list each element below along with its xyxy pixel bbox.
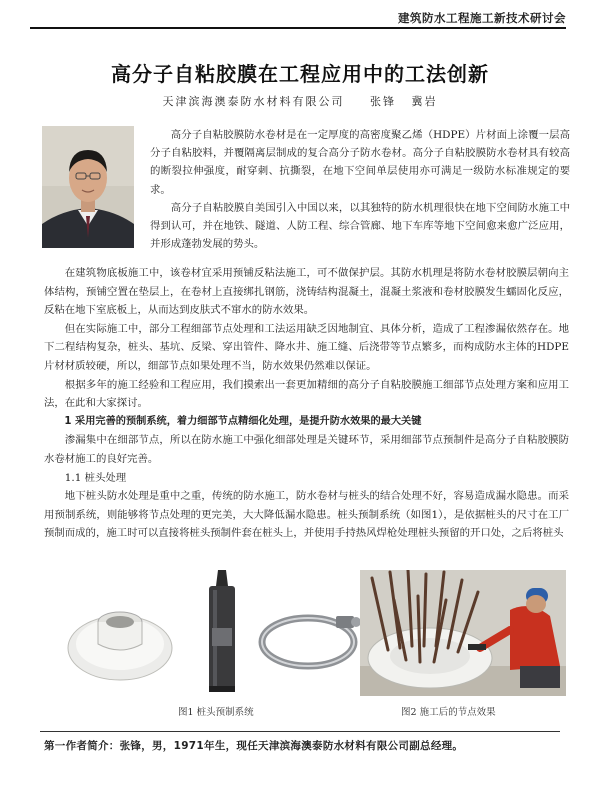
author-1: 张锋 [370, 95, 396, 108]
byline [0, 93, 600, 109]
footnote-rule [40, 731, 560, 732]
section-1-1-text: 地下桩头防水处理是重中之重，传统的防水施工，防水卷材与桩头的结合处理不好，容易造成漏水隐患。而采用预制系统，则能够将节点处理的更完美，大大降低漏水隐患。桩头预制系统（如图1），是依据桩头的尺寸在工厂预制而成的，施工时可以直接将桩头预制件套在桩头上，并使用手持热风焊枪处理桩头预留的开口处，之后将桩头 [44, 490, 569, 540]
author-2: 冀岩 [411, 95, 438, 108]
figure-1-caption: 图1 桩头预制系统 [178, 707, 254, 718]
header-rule [30, 27, 566, 29]
author-photo [42, 126, 134, 248]
sealant-tube-image [204, 568, 240, 700]
section-1-1-heading: 1.1 桩头处理 [64, 471, 127, 484]
running-header [30, 10, 566, 28]
construction-site-photo [360, 570, 566, 700]
intro-paragraph: 高分子自粘胶膜自美国引入中国以来，以其独特的防水机理很快在地下空间防水施工中得到认可，并在地铁、隧道、人防工程、综合管廊、地下车库等地下空间愈来愈广泛应用，并形成蓬勃发展的势头。 [150, 201, 570, 251]
figure-row [44, 568, 564, 698]
author-footnote: 第一作者简介：张锋，男，1971年生，现任天津滨海澳泰防水材料有限公司副总经理。 [44, 740, 464, 752]
figure-2-caption: 图2 施工后的节点效果 [401, 707, 496, 718]
body-paragraph: 但在实际施工中，部分工程细部节点处理和工法运用缺乏因地制宜、具体分析，造成了工程渗漏依然存在。地下二程结构复杂，桩头、基坑、反梁、穿出管件、降水井、施工缝、后浇带等节点繁多，而构成防水主体的HDPE片材材质较硬，所以，细部节点如果处理不当，防水效果仍然难以保证。 [44, 322, 569, 372]
body-paragraph: 在建筑物底板施工中，该卷材宜采用预铺反粘法施工，可不做保护层。其防水机理是将防水卷材胶膜层朝向主体结构，预铺空置在垫层上，在卷材上直接绑扎钢筋，浇铸结构混凝土，混凝土浆液和卷材胶膜发生蠕固化反应，反粘在地下室底板上，从而达到皮肤式不窜水的防水效果。 [44, 267, 569, 317]
intro-paragraph: 高分子自粘胶膜防水卷材是在一定厚度的高密度聚乙烯（HDPE）片材面上涂覆一层高分子自粘胶料，并覆隔离层制成的复合高分子防水卷材。高分子自粘胶膜防水卷材具有较高的断裂拉伸强度，耐穿刺、抗撕裂，在地下空间单层使用亦可满足一级防水标准规定的要求。 [150, 129, 570, 196]
pile-head-collar-image [64, 582, 176, 690]
section-1-text: 渗漏集中在细部节点，所以在防水施工中强化细部处理是关键环节，采用细部节点预制件是高分子自粘胶膜防水卷材施工的良好完善。 [44, 434, 569, 465]
hose-clamp-image [256, 598, 366, 682]
body-text [44, 264, 569, 543]
header-text: 建筑防水工程施工新技术研讨会 [398, 11, 566, 25]
affiliation: 天津滨海澳泰防水材料有限公司 [162, 95, 345, 108]
article-title: 高分子自粘胶膜在工程应用中的工法创新 [111, 62, 489, 86]
intro-text [150, 126, 570, 253]
body-paragraph: 根据多年的施工经验和工程应用，我们摸索出一套更加精细的高分子自粘胶膜施工细部节点处理方案和应用工法，在此和大家探讨。 [44, 378, 569, 410]
section-1-heading: 1 采用完善的预制系统，着力细部节点精细化处理，是提升防水效果的最大关键 [64, 415, 422, 427]
